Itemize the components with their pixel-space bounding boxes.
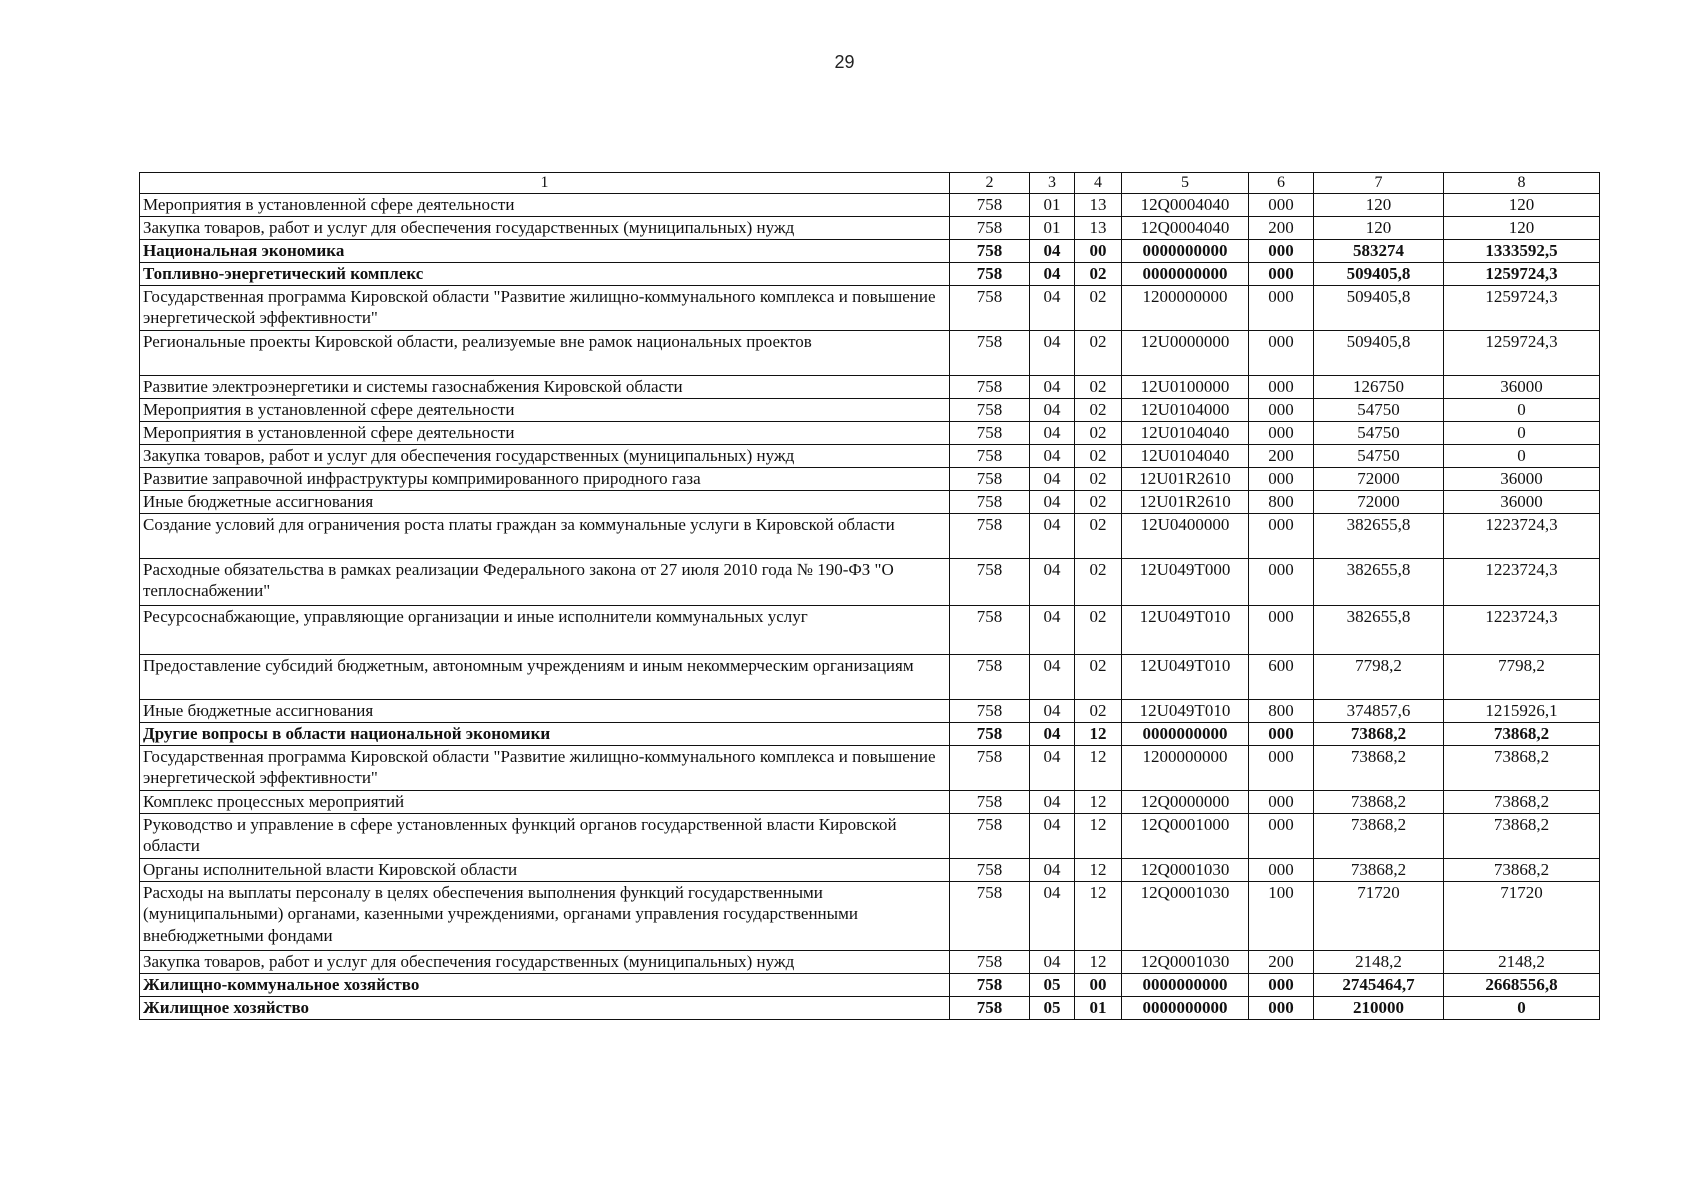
sum-2025-cell: 120 xyxy=(1444,194,1600,217)
admin-code-cell: 758 xyxy=(950,606,1030,655)
table-row xyxy=(140,814,1600,859)
sum-2024-cell: 72000 xyxy=(1314,491,1444,514)
sum-2024-cell: 374857,6 xyxy=(1314,700,1444,723)
expense-type-cell: 100 xyxy=(1249,882,1314,951)
expense-type-cell: 000 xyxy=(1249,240,1314,263)
table-row xyxy=(140,746,1600,791)
row-name-cell: Расходы на выплаты персоналу в целях обеспечения выполнения функций государственными (муниципальными) органами, казенными учреждениями, органами управления государственными внебюджетными фондами xyxy=(140,882,950,951)
section-cell: 04 xyxy=(1030,700,1075,723)
sum-2024-cell: 71720 xyxy=(1314,882,1444,951)
table-row xyxy=(140,468,1600,491)
admin-code-cell: 758 xyxy=(950,240,1030,263)
target-article-cell: 1200000000 xyxy=(1122,746,1249,791)
sum-2025-cell: 36000 xyxy=(1444,491,1600,514)
table-row xyxy=(140,286,1600,331)
expense-type-cell: 000 xyxy=(1249,723,1314,746)
table-row xyxy=(140,859,1600,882)
expense-type-cell: 000 xyxy=(1249,974,1314,997)
admin-code-cell: 758 xyxy=(950,997,1030,1020)
admin-code-cell: 758 xyxy=(950,194,1030,217)
target-article-cell: 1200000000 xyxy=(1122,286,1249,331)
target-article-cell: 12U0104040 xyxy=(1122,445,1249,468)
subsection-cell: 02 xyxy=(1075,606,1122,655)
sum-2024-cell: 54750 xyxy=(1314,422,1444,445)
target-article-cell: 12U0400000 xyxy=(1122,514,1249,559)
expense-type-cell: 000 xyxy=(1249,814,1314,859)
expense-type-cell: 000 xyxy=(1249,514,1314,559)
sum-2024-cell: 73868,2 xyxy=(1314,723,1444,746)
subsection-cell: 02 xyxy=(1075,491,1122,514)
subsection-cell: 01 xyxy=(1075,997,1122,1020)
sum-2025-cell: 120 xyxy=(1444,217,1600,240)
sum-2025-cell: 1223724,3 xyxy=(1444,606,1600,655)
table-row xyxy=(140,331,1600,376)
admin-code-cell: 758 xyxy=(950,882,1030,951)
expense-type-cell: 200 xyxy=(1249,951,1314,974)
row-name-cell: Органы исполнительной власти Кировской области xyxy=(140,859,950,882)
subsection-cell: 02 xyxy=(1075,559,1122,606)
section-cell: 04 xyxy=(1030,791,1075,814)
subsection-cell: 13 xyxy=(1075,194,1122,217)
admin-code-cell: 758 xyxy=(950,655,1030,700)
sum-2024-cell: 54750 xyxy=(1314,399,1444,422)
table-row xyxy=(140,445,1600,468)
target-article-cell: 12Q0001000 xyxy=(1122,814,1249,859)
target-article-cell: 0000000000 xyxy=(1122,997,1249,1020)
subsection-cell: 12 xyxy=(1075,951,1122,974)
column-header: 4 xyxy=(1075,173,1122,194)
admin-code-cell: 758 xyxy=(950,286,1030,331)
section-cell: 05 xyxy=(1030,974,1075,997)
target-article-cell: 12U01R2610 xyxy=(1122,491,1249,514)
subsection-cell: 02 xyxy=(1075,376,1122,399)
table-row xyxy=(140,974,1600,997)
table-row xyxy=(140,194,1600,217)
expense-type-cell: 000 xyxy=(1249,263,1314,286)
admin-code-cell: 758 xyxy=(950,491,1030,514)
row-name-cell: Мероприятия в установленной сфере деятельности xyxy=(140,194,950,217)
sum-2024-cell: 382655,8 xyxy=(1314,606,1444,655)
section-cell: 04 xyxy=(1030,376,1075,399)
subsection-cell: 12 xyxy=(1075,723,1122,746)
subsection-cell: 12 xyxy=(1075,882,1122,951)
row-name-cell: Предоставление субсидий бюджетным, автономным учреждениям и иным некоммерческим организациям xyxy=(140,655,950,700)
table-row xyxy=(140,217,1600,240)
sum-2025-cell: 73868,2 xyxy=(1444,814,1600,859)
section-cell: 04 xyxy=(1030,723,1075,746)
table-row xyxy=(140,491,1600,514)
admin-code-cell: 758 xyxy=(950,422,1030,445)
subsection-cell: 02 xyxy=(1075,655,1122,700)
target-article-cell: 12U049T010 xyxy=(1122,606,1249,655)
sum-2025-cell: 0 xyxy=(1444,997,1600,1020)
subsection-cell: 02 xyxy=(1075,286,1122,331)
target-article-cell: 12U01R2610 xyxy=(1122,468,1249,491)
table-row xyxy=(140,700,1600,723)
section-cell: 04 xyxy=(1030,882,1075,951)
sum-2024-cell: 73868,2 xyxy=(1314,746,1444,791)
section-cell: 04 xyxy=(1030,655,1075,700)
target-article-cell: 12Q0001030 xyxy=(1122,882,1249,951)
sum-2025-cell: 2148,2 xyxy=(1444,951,1600,974)
target-article-cell: 12U0000000 xyxy=(1122,331,1249,376)
row-name-cell: Мероприятия в установленной сфере деятельности xyxy=(140,399,950,422)
admin-code-cell: 758 xyxy=(950,376,1030,399)
section-cell: 04 xyxy=(1030,814,1075,859)
admin-code-cell: 758 xyxy=(950,445,1030,468)
sum-2025-cell: 1333592,5 xyxy=(1444,240,1600,263)
admin-code-cell: 758 xyxy=(950,746,1030,791)
sum-2025-cell: 0 xyxy=(1444,445,1600,468)
section-cell: 04 xyxy=(1030,445,1075,468)
subsection-cell: 12 xyxy=(1075,859,1122,882)
target-article-cell: 12U0100000 xyxy=(1122,376,1249,399)
row-name-cell: Ресурсоснабжающие, управляющие организации и иные исполнители коммунальных услуг xyxy=(140,606,950,655)
row-name-cell: Иные бюджетные ассигнования xyxy=(140,491,950,514)
section-cell: 04 xyxy=(1030,951,1075,974)
sum-2024-cell: 382655,8 xyxy=(1314,514,1444,559)
row-name-cell: Комплекс процессных мероприятий xyxy=(140,791,950,814)
target-article-cell: 12U0104000 xyxy=(1122,399,1249,422)
admin-code-cell: 758 xyxy=(950,399,1030,422)
target-article-cell: 12Q0000000 xyxy=(1122,791,1249,814)
subsection-cell: 00 xyxy=(1075,240,1122,263)
admin-code-cell: 758 xyxy=(950,974,1030,997)
expense-type-cell: 000 xyxy=(1249,286,1314,331)
section-cell: 05 xyxy=(1030,997,1075,1020)
table-row xyxy=(140,514,1600,559)
sum-2024-cell: 2148,2 xyxy=(1314,951,1444,974)
expense-type-cell: 000 xyxy=(1249,376,1314,399)
admin-code-cell: 758 xyxy=(950,951,1030,974)
column-header: 3 xyxy=(1030,173,1075,194)
sum-2024-cell: 509405,8 xyxy=(1314,263,1444,286)
expense-type-cell: 800 xyxy=(1249,491,1314,514)
row-name-cell: Развитие заправочной инфраструктуры компримированного природного газа xyxy=(140,468,950,491)
sum-2024-cell: 126750 xyxy=(1314,376,1444,399)
target-article-cell: 12U049T010 xyxy=(1122,700,1249,723)
sum-2025-cell: 1223724,3 xyxy=(1444,559,1600,606)
target-article-cell: 0000000000 xyxy=(1122,974,1249,997)
target-article-cell: 12U0104040 xyxy=(1122,422,1249,445)
sum-2024-cell: 2745464,7 xyxy=(1314,974,1444,997)
column-header: 5 xyxy=(1122,173,1249,194)
column-header: 2 xyxy=(950,173,1030,194)
subsection-cell: 12 xyxy=(1075,746,1122,791)
table-row xyxy=(140,655,1600,700)
sum-2024-cell: 73868,2 xyxy=(1314,859,1444,882)
sum-2025-cell: 1259724,3 xyxy=(1444,331,1600,376)
table-row xyxy=(140,559,1600,606)
table-row xyxy=(140,606,1600,655)
subsection-cell: 13 xyxy=(1075,217,1122,240)
section-cell: 01 xyxy=(1030,194,1075,217)
sum-2025-cell: 73868,2 xyxy=(1444,746,1600,791)
expense-type-cell: 000 xyxy=(1249,422,1314,445)
admin-code-cell: 758 xyxy=(950,331,1030,376)
sum-2024-cell: 73868,2 xyxy=(1314,814,1444,859)
sum-2025-cell: 36000 xyxy=(1444,468,1600,491)
admin-code-cell: 758 xyxy=(950,814,1030,859)
budget-table xyxy=(139,172,1600,1020)
section-cell: 04 xyxy=(1030,399,1075,422)
admin-code-cell: 758 xyxy=(950,859,1030,882)
section-cell: 01 xyxy=(1030,217,1075,240)
sum-2025-cell: 7798,2 xyxy=(1444,655,1600,700)
column-header: 6 xyxy=(1249,173,1314,194)
subsection-cell: 02 xyxy=(1075,445,1122,468)
sum-2025-cell: 0 xyxy=(1444,422,1600,445)
section-cell: 04 xyxy=(1030,331,1075,376)
target-article-cell: 12U049T010 xyxy=(1122,655,1249,700)
sum-2024-cell: 72000 xyxy=(1314,468,1444,491)
sum-2024-cell: 73868,2 xyxy=(1314,791,1444,814)
target-article-cell: 12Q0001030 xyxy=(1122,951,1249,974)
expense-type-cell: 000 xyxy=(1249,194,1314,217)
table-row xyxy=(140,997,1600,1020)
target-article-cell: 12U049T000 xyxy=(1122,559,1249,606)
table-row xyxy=(140,422,1600,445)
subsection-cell: 12 xyxy=(1075,791,1122,814)
expense-type-cell: 800 xyxy=(1249,700,1314,723)
admin-code-cell: 758 xyxy=(950,514,1030,559)
row-name-cell: Создание условий для ограничения роста платы граждан за коммунальные услуги в Кировской области xyxy=(140,514,950,559)
sum-2025-cell: 2668556,8 xyxy=(1444,974,1600,997)
expense-type-cell: 000 xyxy=(1249,399,1314,422)
target-article-cell: 12Q0001030 xyxy=(1122,859,1249,882)
admin-code-cell: 758 xyxy=(950,791,1030,814)
sum-2025-cell: 1259724,3 xyxy=(1444,263,1600,286)
section-cell: 04 xyxy=(1030,514,1075,559)
section-cell: 04 xyxy=(1030,606,1075,655)
expense-type-cell: 000 xyxy=(1249,997,1314,1020)
table-row xyxy=(140,882,1600,951)
page-number: 29 xyxy=(834,52,855,72)
target-article-cell: 0000000000 xyxy=(1122,240,1249,263)
sum-2024-cell: 210000 xyxy=(1314,997,1444,1020)
sum-2025-cell: 71720 xyxy=(1444,882,1600,951)
section-cell: 04 xyxy=(1030,746,1075,791)
table-row xyxy=(140,791,1600,814)
row-name-cell: Мероприятия в установленной сфере деятельности xyxy=(140,422,950,445)
sum-2025-cell: 1259724,3 xyxy=(1444,286,1600,331)
section-cell: 04 xyxy=(1030,240,1075,263)
row-name-cell: Жилищное хозяйство xyxy=(140,997,950,1020)
expense-type-cell: 600 xyxy=(1249,655,1314,700)
section-cell: 04 xyxy=(1030,286,1075,331)
table-row xyxy=(140,376,1600,399)
sum-2024-cell: 509405,8 xyxy=(1314,331,1444,376)
subsection-cell: 02 xyxy=(1075,514,1122,559)
target-article-cell: 12Q0004040 xyxy=(1122,217,1249,240)
section-cell: 04 xyxy=(1030,263,1075,286)
sum-2025-cell: 73868,2 xyxy=(1444,723,1600,746)
sum-2025-cell: 73868,2 xyxy=(1444,791,1600,814)
sum-2025-cell: 1215926,1 xyxy=(1444,700,1600,723)
sum-2024-cell: 120 xyxy=(1314,217,1444,240)
subsection-cell: 02 xyxy=(1075,700,1122,723)
row-name-cell: Национальная экономика xyxy=(140,240,950,263)
column-header: 7 xyxy=(1314,173,1444,194)
row-name-cell: Государственная программа Кировской области "Развитие жилищно-коммунального комплекса и повышение энергетической эффективности" xyxy=(140,746,950,791)
column-header: 1 xyxy=(140,173,950,194)
expense-type-cell: 200 xyxy=(1249,217,1314,240)
row-name-cell: Государственная программа Кировской области "Развитие жилищно-коммунального комплекса и повышение энергетической эффективности" xyxy=(140,286,950,331)
row-name-cell: Закупка товаров, работ и услуг для обеспечения государственных (муниципальных) нужд xyxy=(140,951,950,974)
subsection-cell: 02 xyxy=(1075,399,1122,422)
sum-2024-cell: 7798,2 xyxy=(1314,655,1444,700)
section-cell: 04 xyxy=(1030,468,1075,491)
sum-2025-cell: 73868,2 xyxy=(1444,859,1600,882)
subsection-cell: 02 xyxy=(1075,422,1122,445)
sum-2024-cell: 583274 xyxy=(1314,240,1444,263)
subsection-cell: 02 xyxy=(1075,263,1122,286)
expense-type-cell: 000 xyxy=(1249,559,1314,606)
target-article-cell: 0000000000 xyxy=(1122,723,1249,746)
row-name-cell: Другие вопросы в области национальной экономики xyxy=(140,723,950,746)
subsection-cell: 02 xyxy=(1075,468,1122,491)
section-cell: 04 xyxy=(1030,859,1075,882)
section-cell: 04 xyxy=(1030,422,1075,445)
section-cell: 04 xyxy=(1030,491,1075,514)
target-article-cell: 12Q0004040 xyxy=(1122,194,1249,217)
expense-type-cell: 000 xyxy=(1249,606,1314,655)
table-row xyxy=(140,240,1600,263)
row-name-cell: Расходные обязательства в рамках реализации Федерального закона от 27 июля 2010 года № 190-ФЗ "О теплоснабжении" xyxy=(140,559,950,606)
table-row xyxy=(140,263,1600,286)
expense-type-cell: 000 xyxy=(1249,791,1314,814)
expense-type-cell: 200 xyxy=(1249,445,1314,468)
admin-code-cell: 758 xyxy=(950,468,1030,491)
sum-2025-cell: 0 xyxy=(1444,399,1600,422)
row-name-cell: Жилищно-коммунальное хозяйство xyxy=(140,974,950,997)
subsection-cell: 00 xyxy=(1075,974,1122,997)
sum-2024-cell: 382655,8 xyxy=(1314,559,1444,606)
expense-type-cell: 000 xyxy=(1249,468,1314,491)
table-body xyxy=(140,194,1600,1020)
table-header-row xyxy=(140,173,1600,194)
expense-type-cell: 000 xyxy=(1249,859,1314,882)
sum-2024-cell: 54750 xyxy=(1314,445,1444,468)
admin-code-cell: 758 xyxy=(950,263,1030,286)
expense-type-cell: 000 xyxy=(1249,331,1314,376)
sum-2024-cell: 509405,8 xyxy=(1314,286,1444,331)
sum-2025-cell: 1223724,3 xyxy=(1444,514,1600,559)
table-row xyxy=(140,951,1600,974)
admin-code-cell: 758 xyxy=(950,559,1030,606)
section-cell: 04 xyxy=(1030,559,1075,606)
subsection-cell: 02 xyxy=(1075,331,1122,376)
column-header: 8 xyxy=(1444,173,1600,194)
table-row xyxy=(140,399,1600,422)
row-name-cell: Руководство и управление в сфере установленных функций органов государственной власти Кировской области xyxy=(140,814,950,859)
row-name-cell: Закупка товаров, работ и услуг для обеспечения государственных (муниципальных) нужд xyxy=(140,217,950,240)
sum-2025-cell: 36000 xyxy=(1444,376,1600,399)
admin-code-cell: 758 xyxy=(950,723,1030,746)
row-name-cell: Развитие электроэнергетики и системы газоснабжения Кировской области xyxy=(140,376,950,399)
row-name-cell: Закупка товаров, работ и услуг для обеспечения государственных (муниципальных) нужд xyxy=(140,445,950,468)
admin-code-cell: 758 xyxy=(950,700,1030,723)
subsection-cell: 12 xyxy=(1075,814,1122,859)
admin-code-cell: 758 xyxy=(950,217,1030,240)
row-name-cell: Топливно-энергетический комплекс xyxy=(140,263,950,286)
sum-2024-cell: 120 xyxy=(1314,194,1444,217)
target-article-cell: 0000000000 xyxy=(1122,263,1249,286)
expense-type-cell: 000 xyxy=(1249,746,1314,791)
row-name-cell: Региональные проекты Кировской области, реализуемые вне рамок национальных проектов xyxy=(140,331,950,376)
row-name-cell: Иные бюджетные ассигнования xyxy=(140,700,950,723)
table-row xyxy=(140,723,1600,746)
